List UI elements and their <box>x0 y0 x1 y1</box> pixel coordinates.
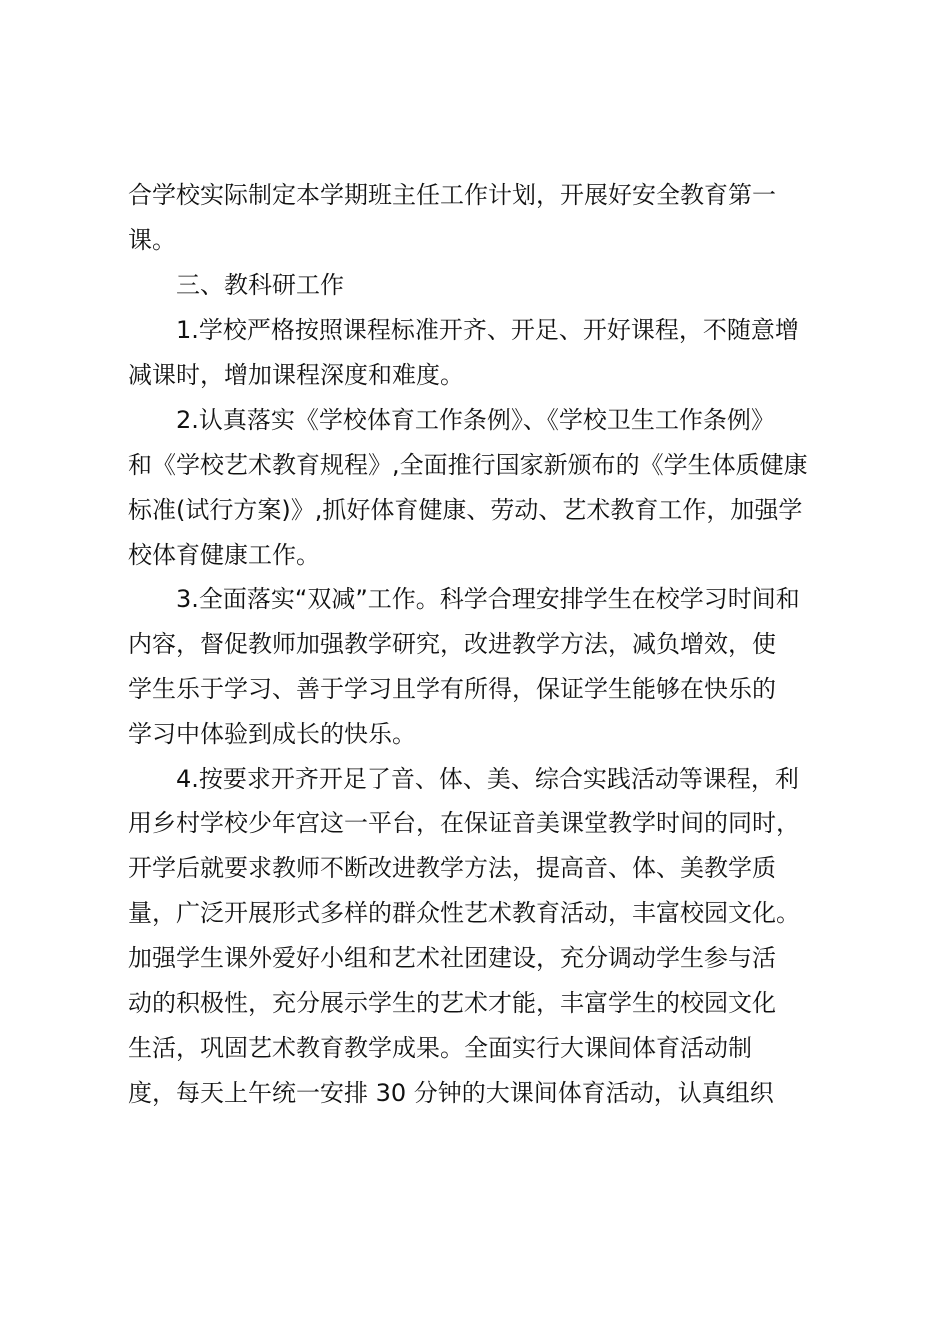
section-heading: 三、教科研工作 <box>176 271 344 299</box>
text-line-6: 2.认真落实《学校体育工作条例》、《学校卫生工作条例》 <box>176 406 775 434</box>
text-line-8: 标准(试行方案)》,抓好体育健康、劳动、艺术教育工作，加强学 <box>128 496 803 524</box>
text-line-15: 用乡村学校少年宫这一平台，在保证音美课堂教学时间的同时， <box>128 809 800 837</box>
text-line-13: 学习中体验到成长的快乐。 <box>128 720 416 748</box>
text-line-19: 动的积极性，充分展示学生的艺术才能，丰富学生的校园文化 <box>128 989 776 1017</box>
text-line-18: 加强学生课外爱好小组和艺术社团建设，充分调动学生参与活 <box>128 944 776 972</box>
text-line-16: 开学后就要求教师不断改进教学方法，提高音、体、美教学质 <box>128 854 776 882</box>
text-line-5: 减课时，增加课程深度和难度。 <box>128 361 464 389</box>
text-line-2: 课。 <box>128 226 176 254</box>
text-line-17: 量，广泛开展形式多样的群众性艺术教育活动，丰富校园文化。 <box>128 899 800 927</box>
text-line-1: 合学校实际制定本学期班主任工作计划，开展好安全教育第一 <box>128 181 776 209</box>
text-line-4: 1.学校严格按照课程标准开齐、开足、开好课程，不随意增 <box>176 316 799 344</box>
text-line-10: 3.全面落实“双减”工作。科学合理安排学生在校学习时间和 <box>176 585 800 613</box>
text-line-14: 4.按要求开齐开足了音、体、美、综合实践活动等课程，利 <box>176 765 799 793</box>
text-line-9: 校体育健康工作。 <box>128 541 320 569</box>
text-line-12: 学生乐于学习、善于学习且学有所得，保证学生能够在快乐的 <box>128 675 776 703</box>
text-line-11: 内容，督促教师加强教学研究，改进教学方法，减负增效，使 <box>128 630 776 658</box>
text-line-21: 度，每天上午统一安排 30 分钟的大课间体育活动，认真组织 <box>128 1079 774 1107</box>
text-line-20: 生活，巩固艺术教育教学成果。全面实行大课间体育活动制 <box>128 1034 752 1062</box>
text-line-7: 和《学校艺术教育规程》,全面推行国家新颁布的《学生体质健康 <box>128 451 808 479</box>
